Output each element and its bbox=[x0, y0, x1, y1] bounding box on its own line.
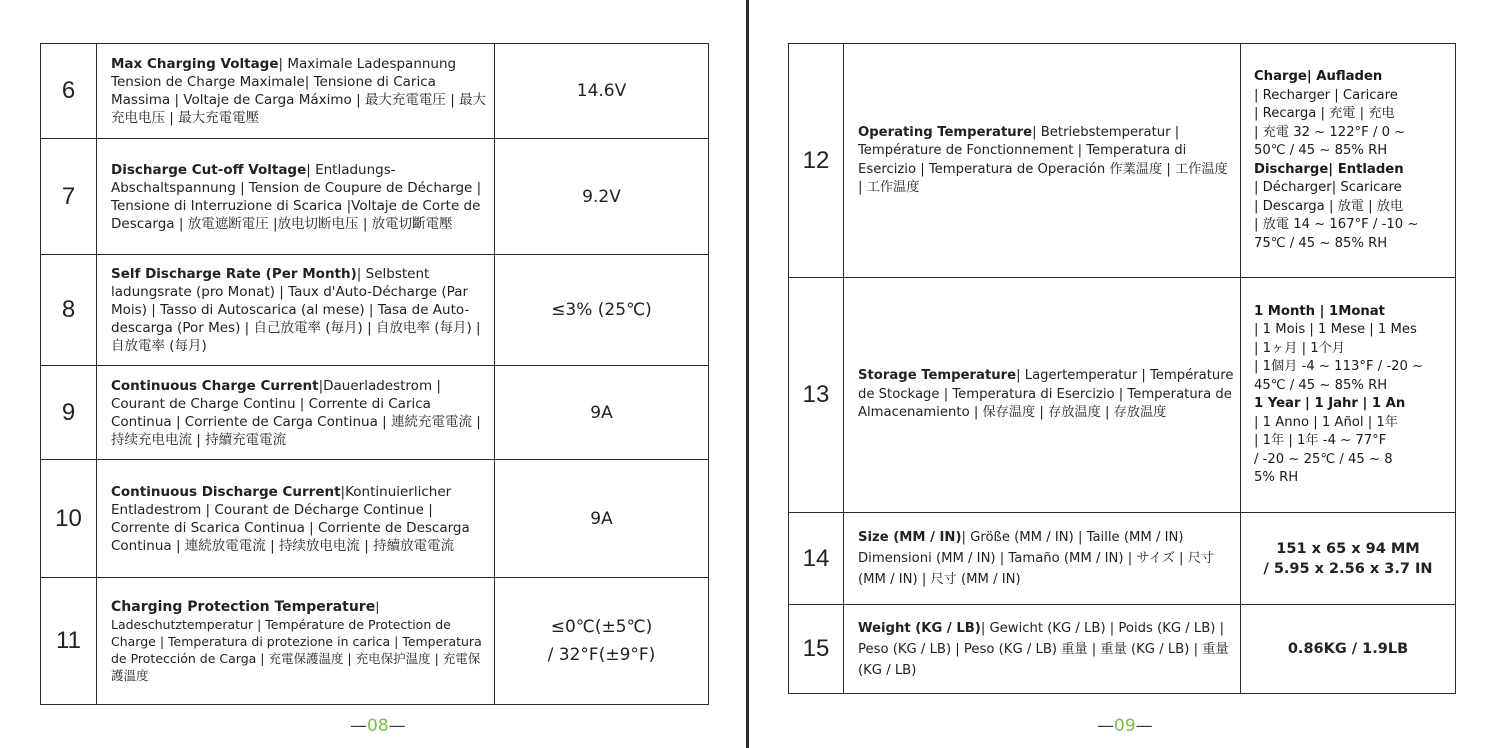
row-translations: | Selbstent ladungsrate (pro Monat) | Taux d'Auto-Décharge (Par Mois) | Tasso di Autoscarica (al mese) | Tasa de Auto-descarga (Por Mes) | 自己放電率 (毎月) | 自放电率 (每月) | 自放電率 (每月) bbox=[111, 266, 481, 354]
value-line: | 放電 14 ~ 167°F / -10 ~ bbox=[1254, 217, 1419, 232]
row-number: 7 bbox=[41, 139, 97, 255]
page-number-left: —08— bbox=[350, 716, 406, 736]
value-line: 1 Year | 1 Jahr | 1 An bbox=[1254, 396, 1406, 411]
row-title: Self Discharge Rate (Per Month) bbox=[111, 266, 357, 282]
row-number: 11 bbox=[41, 578, 97, 705]
row-title: Storage Temperature bbox=[858, 368, 1017, 384]
row-description bbox=[97, 366, 495, 460]
row-value: 9A bbox=[495, 460, 709, 578]
row-translations: |Dauerladestrom | Courant de Charge Continu | Corrente di Carica Continua | Corriente de Carga Continua | 連続充電電流 | 持续充电电流 | 持續充電電流 bbox=[111, 377, 481, 448]
value-line: | 1 Mois | 1 Mese | 1 Mes bbox=[1254, 322, 1417, 337]
value-line: 5% RH bbox=[1254, 470, 1299, 485]
row-translations: |Kontinuierlicher Entladestrom | Courant de Décharge Continue | Corrente di Scarica Continua | Corriente de Descarga Continua | 連続放電電流 | 持续放电电流 | 持續放電電流 bbox=[111, 483, 470, 554]
value-line: | 1ヶ月 | 1个月 bbox=[1254, 340, 1345, 356]
row-description bbox=[97, 44, 495, 139]
row-translations: | Gewicht (KG / LB) | Poids (KG / LB) | Peso (KG / LB) | Peso (KG / LB) 重量 | 重量 (KG / LB) | 重量 (KG / LB) bbox=[858, 620, 1229, 678]
row-value bbox=[1241, 44, 1456, 278]
row-translations: | Maximale Ladespannung Tension de Charge Maximale| Tensione di Carica Massima | Voltaje de Carga Máximo | 最大充電電圧 | 最大充电电压 | 最大充電電壓 bbox=[111, 56, 487, 126]
row-number: 15 bbox=[789, 605, 844, 694]
value-line: | Recharger | Caricare bbox=[1254, 87, 1398, 103]
row-translations: | Ladeschutztemperatur | Température de Protection de Charge | Temperatura di protezione in carica | Temperatura de Protección de Carga | 充電保護温度 | 充电保护温度 | 充電保護溫度 bbox=[111, 599, 482, 683]
row-value: 9A bbox=[495, 366, 709, 460]
spec-table-left bbox=[40, 43, 709, 705]
table-row bbox=[789, 513, 1456, 605]
value-line: Discharge| Entladen bbox=[1254, 161, 1404, 177]
value-line-1: ≤0℃(±5℃) bbox=[550, 617, 653, 637]
value-line: | 充電 32 ~ 122°F / 0 ~ bbox=[1254, 124, 1406, 140]
value-line-2: / 32°F(±9°F) bbox=[547, 645, 656, 665]
row-title: Weight (KG / LB) bbox=[858, 620, 981, 636]
table-row bbox=[41, 578, 709, 705]
table-row bbox=[789, 278, 1456, 513]
row-value: 14.6V bbox=[495, 44, 709, 139]
row-number: 13 bbox=[789, 278, 844, 513]
value-line: | 1個月 -4 ~ 113°F / -20 ~ bbox=[1254, 359, 1424, 374]
row-value bbox=[1241, 278, 1456, 513]
row-description bbox=[844, 44, 1241, 278]
row-translations: | Betriebstemperatur | Température de Fonctionnement | Temperatura di Esercizio | Temperatura de Operación 作業温度 | 工作温度 | 工作温度 bbox=[858, 124, 1228, 195]
value-line: | 1 Anno | 1 Añol | 1年 bbox=[1254, 414, 1398, 430]
value-line: Charge| Aufladen bbox=[1254, 69, 1383, 84]
row-number: 14 bbox=[789, 513, 844, 605]
value-line: | 1年 | 1年 -4 ~ 77°F bbox=[1254, 433, 1387, 448]
row-description bbox=[97, 578, 495, 705]
row-description bbox=[844, 278, 1241, 513]
row-description bbox=[844, 513, 1241, 605]
row-number: 12 bbox=[789, 44, 844, 278]
row-value bbox=[1241, 513, 1456, 605]
row-number: 8 bbox=[41, 255, 97, 366]
row-translations: | Größe (MM / IN) | Taille (MM / IN) Dimensioni (MM / IN) | Tamaño (MM / IN) | サイズ | 尺寸 (MM / IN) | 尺寸 (MM / IN) bbox=[858, 530, 1215, 587]
value-line: 45℃ / 45 ~ 85% RH bbox=[1254, 377, 1388, 393]
row-description bbox=[97, 139, 495, 255]
row-number: 10 bbox=[41, 460, 97, 578]
row-description bbox=[97, 460, 495, 578]
row-description bbox=[97, 255, 495, 366]
row-number: 9 bbox=[41, 366, 97, 460]
row-description bbox=[844, 605, 1241, 694]
row-translations: | Lagertemperatur | Température de Stockage | Temperatura di Esercizio | Temperatura de Almacenamiento | 保存温度 | 存放温度 | 存放温度 bbox=[858, 368, 1234, 421]
value-line-2: / 5.95 x 2.56 x 3.7 IN bbox=[1263, 560, 1433, 577]
value-line: 50℃ / 45 ~ 85% RH bbox=[1254, 143, 1388, 158]
row-number: 6 bbox=[41, 44, 97, 139]
table-row bbox=[789, 605, 1456, 694]
table-row bbox=[41, 460, 709, 578]
page-divider bbox=[746, 0, 749, 748]
row-translations: | Entladungs-Abschaltspannung | Tension de Coupure de Décharge | Tensione di Interruzione di Scarica |Voltaje de Corte de Descarga | 放電遮断電圧 |放电切断电压 | 放電切斷電壓 bbox=[111, 161, 482, 232]
table-row bbox=[41, 44, 709, 139]
table-row bbox=[789, 44, 1456, 278]
row-title: Charging Protection Temperature bbox=[111, 599, 376, 615]
value-line: 75℃ / 45 ~ 85% RH bbox=[1254, 235, 1388, 251]
row-value: 9.2V bbox=[495, 139, 709, 255]
row-title: Size (MM / IN) bbox=[858, 530, 962, 545]
row-title: Continuous Discharge Current bbox=[111, 483, 341, 500]
page-number-right: —09— bbox=[1097, 716, 1153, 736]
table-row bbox=[41, 139, 709, 255]
value-line: | Décharger| Scaricare bbox=[1254, 180, 1402, 195]
table-row bbox=[41, 255, 709, 366]
spec-table-right bbox=[788, 43, 1456, 694]
value-line-1: 151 x 65 x 94 MM bbox=[1276, 540, 1420, 557]
row-title: Max Charging Voltage bbox=[111, 56, 279, 72]
row-title: Operating Temperature bbox=[858, 124, 1033, 140]
row-value: ≤3% (25℃) bbox=[495, 255, 709, 366]
row-title: Continuous Charge Current bbox=[111, 377, 319, 394]
row-title: Discharge Cut-off Voltage bbox=[111, 161, 307, 178]
value-line: | Recarga | 充電 | 充电 bbox=[1254, 106, 1395, 121]
value-line: / -20 ~ 25℃ / 45 ~ 8 bbox=[1254, 451, 1393, 467]
table-row bbox=[41, 366, 709, 460]
row-value bbox=[495, 578, 709, 705]
value-line: | Descarga | 放電 | 放电 bbox=[1254, 198, 1404, 214]
row-value: 0.86KG / 1.9LB bbox=[1241, 605, 1456, 694]
value-line: 1 Month | 1Monat bbox=[1254, 303, 1385, 319]
